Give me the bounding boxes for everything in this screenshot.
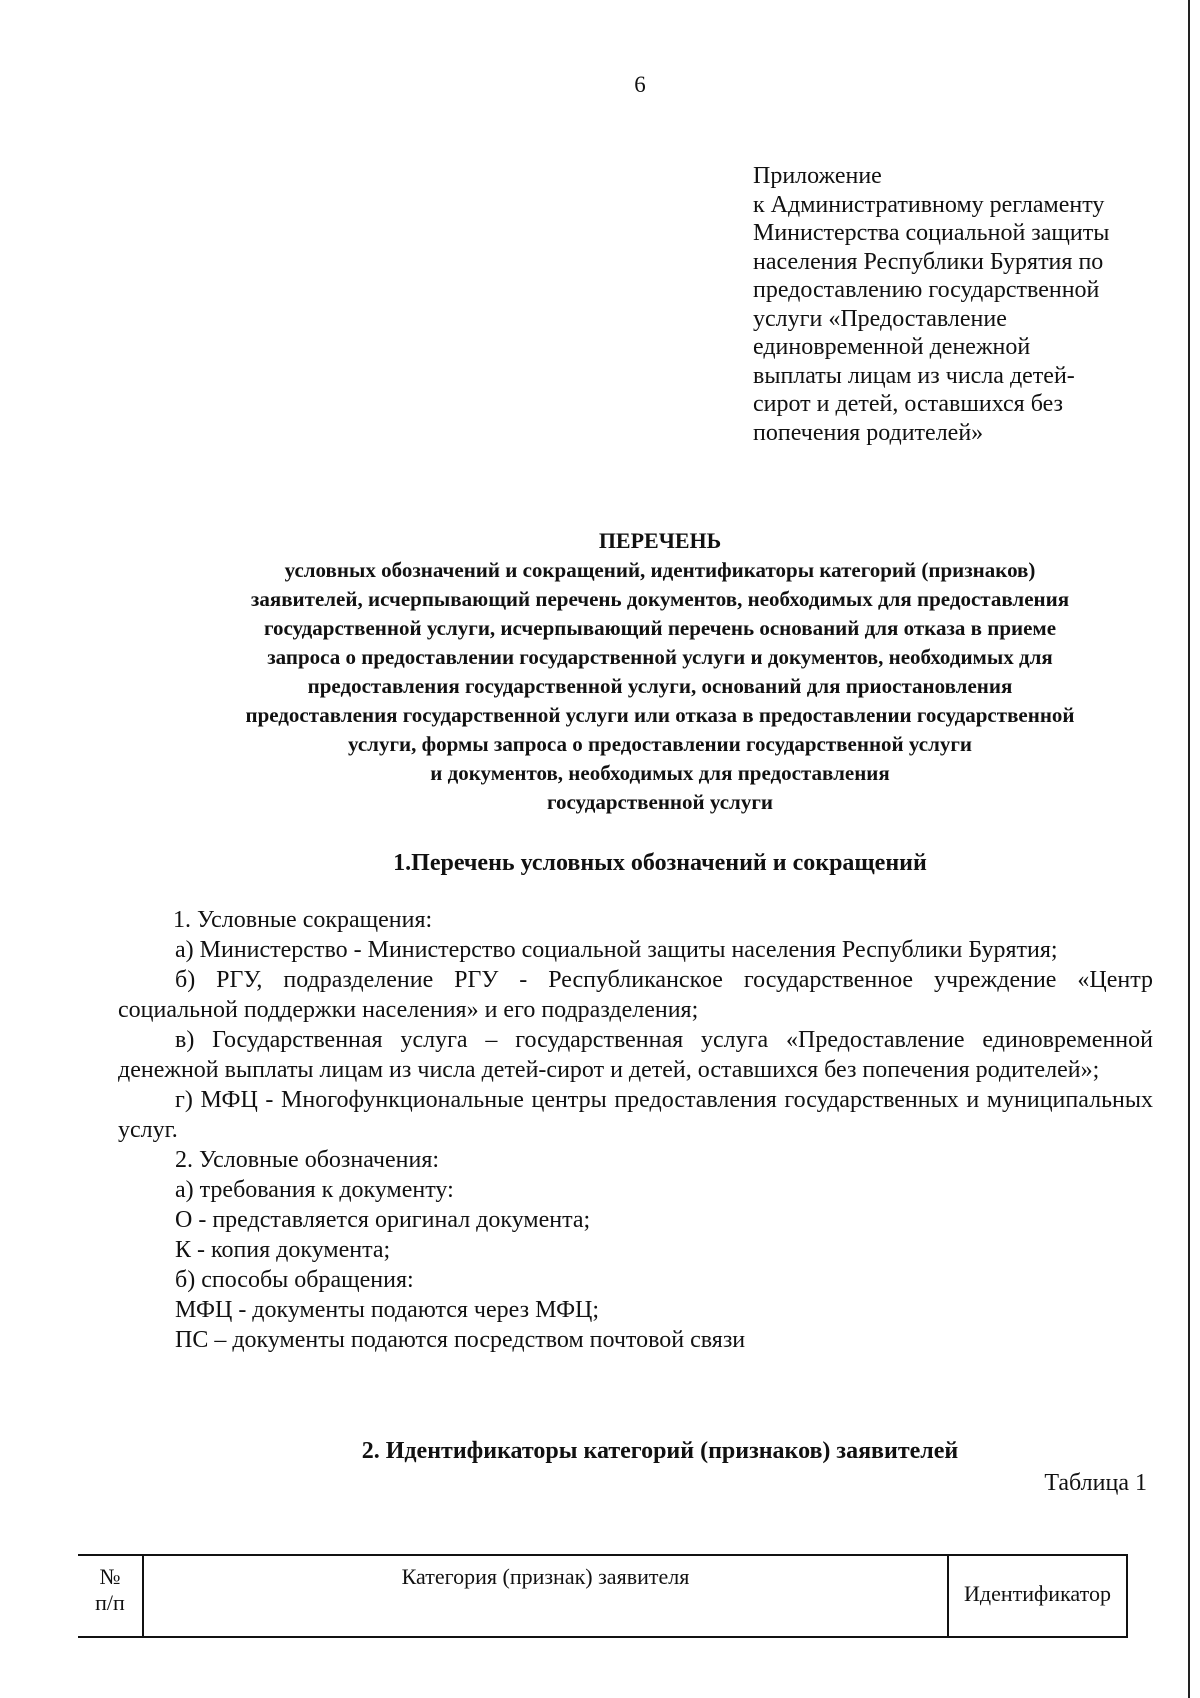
item2-k: К - копия документа;	[175, 1237, 391, 1263]
item1-title: 1. Условные сокращения:	[173, 907, 433, 933]
document-title: ПЕРЕЧЕНЬ	[598, 528, 722, 553]
item2-ps: ПС – документы подаются посредством почтовой связи	[175, 1327, 746, 1353]
table-header-row	[78, 1555, 1127, 1637]
appendix-line: к Административному регламенту	[753, 191, 1105, 218]
heading-line: условных обозначений и сокращений, идентификаторы категорий (признаков)	[284, 558, 1036, 582]
appendix-note	[753, 162, 1173, 447]
appendix-line: Министерства социальной защиты	[753, 220, 1110, 246]
item2-a: а) требования к документу:	[175, 1177, 454, 1203]
header-category	[143, 1555, 948, 1637]
item-g: г) МФЦ - Многофункциональные центры предоставления государственных и муниципальных услуг.	[118, 1087, 1153, 1143]
document-heading	[120, 526, 1200, 817]
appendix-line: сирот и детей, оставшихся без	[753, 391, 1064, 417]
applicants-table	[78, 1554, 1128, 1638]
heading-line: предоставления государственной услуги, оснований для приостановления	[307, 674, 1013, 698]
heading-line: государственной услуги, исчерпывающий перечень оснований для отказа в приеме	[263, 616, 1057, 640]
appendix-line: предоставлению государственной	[753, 277, 1100, 303]
heading-line: услуги, формы запроса о предоставлении государственной услуги	[348, 732, 972, 756]
item2-b: б) способы обращения:	[175, 1267, 414, 1293]
header-number	[78, 1555, 143, 1637]
item-b: б) РГУ, подразделение РГУ - Республиканское государственное учреждение «Центр социальной поддержки населения» и его подразделения;	[118, 967, 1153, 1023]
item2-o: О - представляется оригинал документа;	[175, 1207, 591, 1233]
page-number: 6	[634, 72, 646, 97]
section2-heading: 2. Идентификаторы категорий (признаков) заявителей	[361, 1438, 959, 1464]
heading-line: и документов, необходимых для предоставления	[430, 761, 890, 785]
section1-body	[118, 905, 1153, 1355]
appendix-line: единовременной денежной	[753, 334, 1031, 360]
item-a: а) Министерство - Министерство социальной защиты населения Республики Бурятия;	[175, 937, 1058, 963]
header-category-text: Категория (признак) заявителя	[401, 1564, 690, 1589]
appendix-line: выплаты лицам из числа детей-	[753, 362, 1075, 389]
heading-line: запроса о предоставлении государственной услуги и документов, необходимых для	[267, 645, 1053, 669]
table-label: Таблица 1	[1044, 1470, 1147, 1496]
heading-line: предоставления государственной услуги или отказа в предоставлении государственной	[245, 703, 1075, 727]
header-identifier-text: Идентификатор	[964, 1581, 1111, 1606]
section1-heading: 1.Перечень условных обозначений и сокращений	[393, 850, 927, 876]
appendix-line: Приложение	[753, 163, 882, 189]
heading-line: заявителей, исчерпывающий перечень документов, необходимых для предоставления	[250, 587, 1070, 611]
appendix-line: услуги «Предоставление	[753, 305, 1007, 332]
appendix-line: населения Республики Бурятия по	[753, 248, 1104, 275]
item2-mfc: МФЦ - документы подаются через МФЦ;	[175, 1297, 600, 1323]
heading-line: государственной услуги	[547, 790, 773, 814]
header-identifier	[948, 1555, 1127, 1637]
appendix-line: попечения родителей»	[753, 419, 984, 446]
item-v: в) Государственная услуга – государственная услуга «Предоставление единовременной денежной выплаты лицам из числа детей-сирот и детей, оставшихся без попечения родителей»;	[118, 1027, 1153, 1083]
header-number-text: № п/п	[95, 1564, 125, 1615]
item2-title: 2. Условные обозначения:	[175, 1147, 440, 1173]
